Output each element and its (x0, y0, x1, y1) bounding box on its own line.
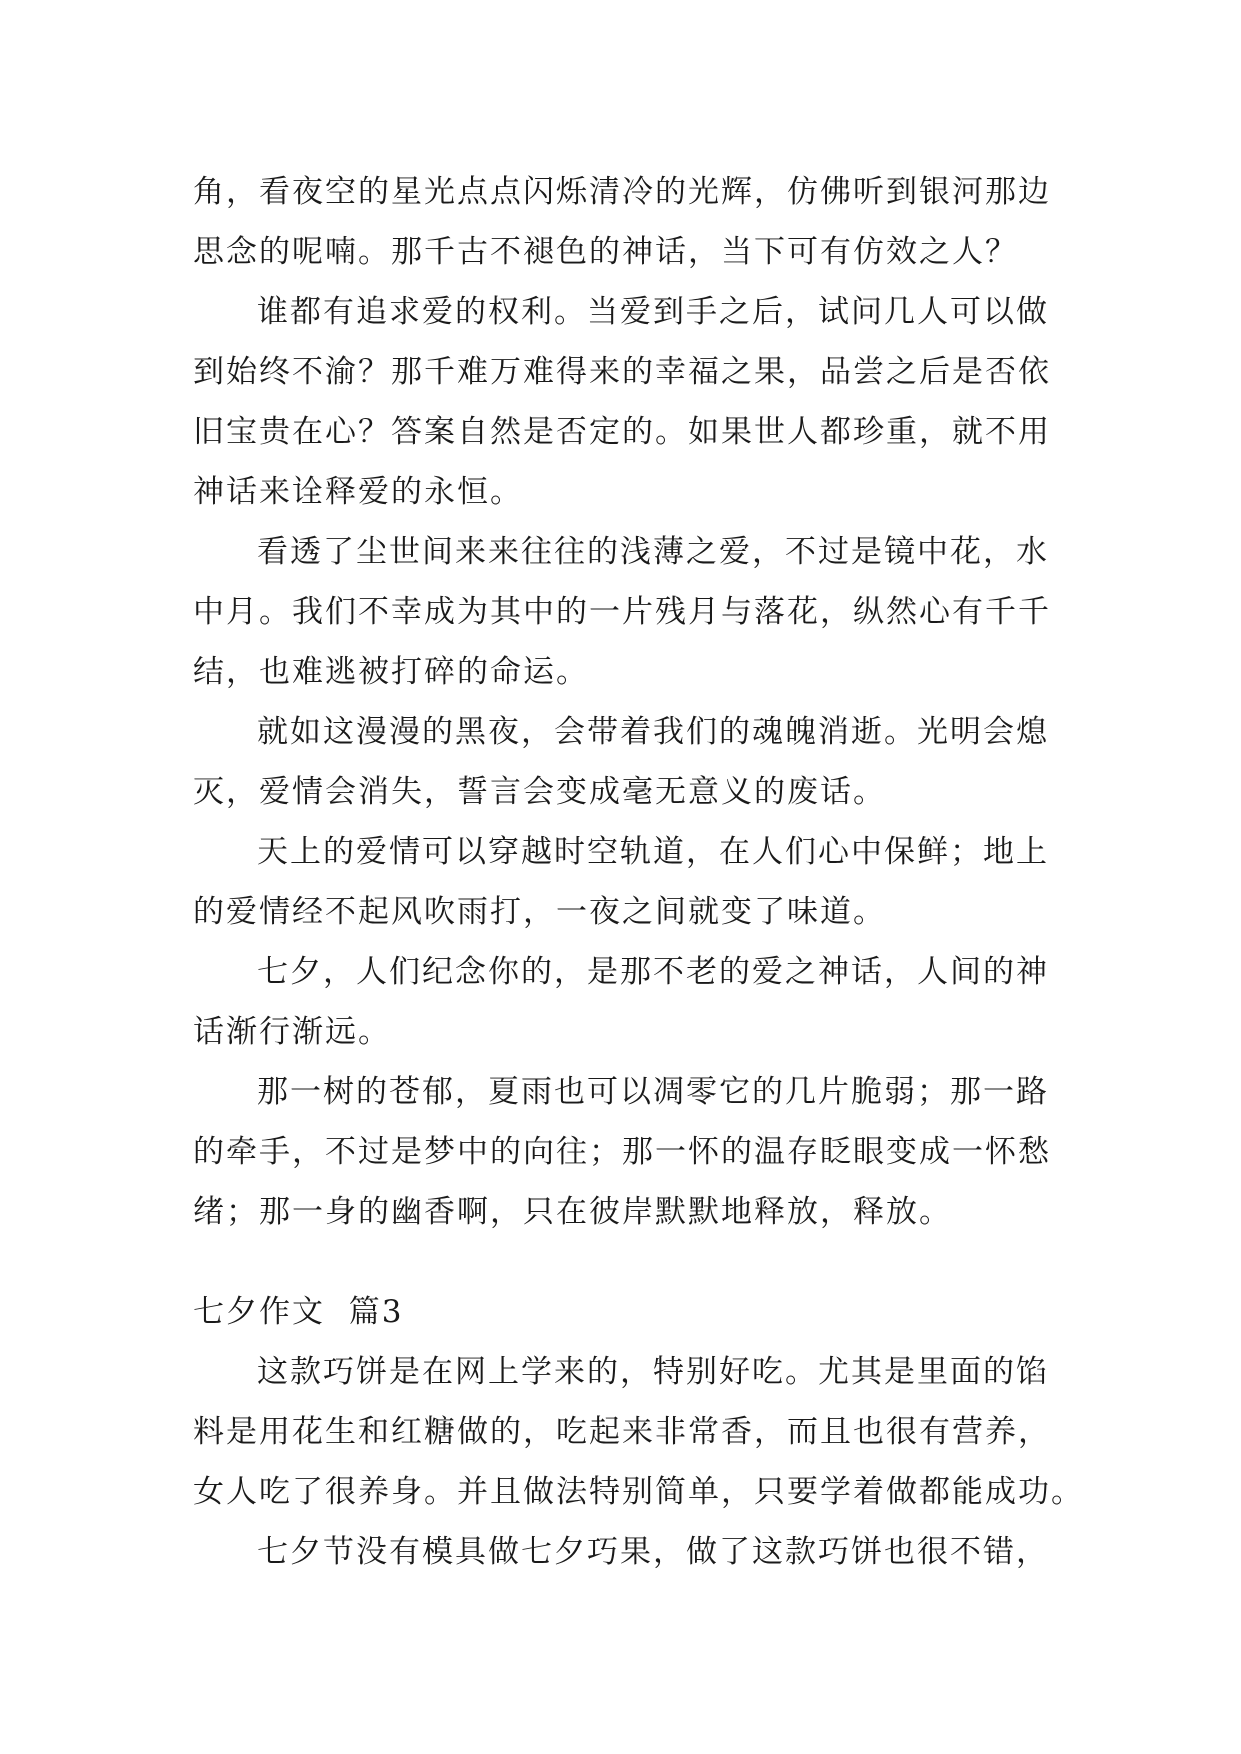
text-line: 中月。我们不幸成为其中的一片残月与落花，纵然心有千千 (193, 594, 1051, 630)
text-line: 思念的呢喃。那千古不褪色的神话，当下可有仿效之人？ (193, 234, 1018, 270)
paragraph-7 (193, 1062, 1053, 1242)
text-line: 神话来诠释爱的永恒。 (193, 474, 523, 510)
text-line: 谁都有追求爱的权利。当爱到手之后，试问几人可以做 (257, 294, 1049, 330)
paragraph-3 (193, 522, 1053, 702)
text-line: 角，看夜空的星光点点闪烁清冷的光辉，仿佛听到银河那边 (193, 174, 1051, 210)
paragraph-8 (193, 1342, 1084, 1522)
text-line: 这款巧饼是在网上学来的，特别好吃。尤其是里面的馅 (257, 1354, 1049, 1390)
text-line: 天上的爱情可以穿越时空轨道，在人们心中保鲜；地上 (257, 834, 1049, 870)
paragraph-2 (193, 282, 1053, 522)
paragraph-6 (193, 942, 1053, 1062)
paragraph-1 (193, 162, 1053, 282)
text-line: 七夕，人们纪念你的，是那不老的爱之神话，人间的神 (257, 954, 1049, 990)
document-body (193, 162, 1084, 1582)
text-line: 女人吃了很养身。并且做法特别简单，只要学着做都能成功。 (193, 1474, 1084, 1510)
text-line: 料是用花生和红糖做的，吃起来非常香，而且也很有营养， (193, 1414, 1051, 1450)
text-line: 那一树的苍郁，夏雨也可以凋零它的几片脆弱；那一路 (257, 1074, 1049, 1110)
text-line: 七夕节没有模具做七夕巧果，做了这款巧饼也很不错， (257, 1534, 1049, 1570)
section-heading: 七夕作文 篇3 (193, 1294, 404, 1330)
paragraph-9 (193, 1522, 1053, 1582)
text-line: 灭，爱情会消失，誓言会变成毫无意义的废话。 (193, 774, 886, 810)
paragraph-5 (193, 822, 1053, 942)
text-line: 到始终不渝？那千难万难得来的幸福之果，品尝之后是否依 (193, 354, 1051, 390)
text-line: 旧宝贵在心？答案自然是否定的。如果世人都珍重，就不用 (193, 414, 1051, 450)
text-line: 的爱情经不起风吹雨打，一夜之间就变了味道。 (193, 894, 886, 930)
text-line: 就如这漫漫的黑夜，会带着我们的魂魄消逝。光明会熄 (257, 714, 1049, 750)
text-line: 结，也难逃被打碎的命运。 (193, 654, 589, 690)
text-line: 绪；那一身的幽香啊，只在彼岸默默地释放，释放。 (193, 1194, 952, 1230)
paragraph-4 (193, 702, 1053, 822)
text-line: 的牵手，不过是梦中的向往；那一怀的温存眨眼变成一怀愁 (193, 1134, 1051, 1170)
text-line: 话渐行渐远。 (193, 1014, 391, 1050)
text-line: 看透了尘世间来来往往的浅薄之爱，不过是镜中花，水 (257, 534, 1049, 570)
section-spacer (193, 1242, 1053, 1282)
